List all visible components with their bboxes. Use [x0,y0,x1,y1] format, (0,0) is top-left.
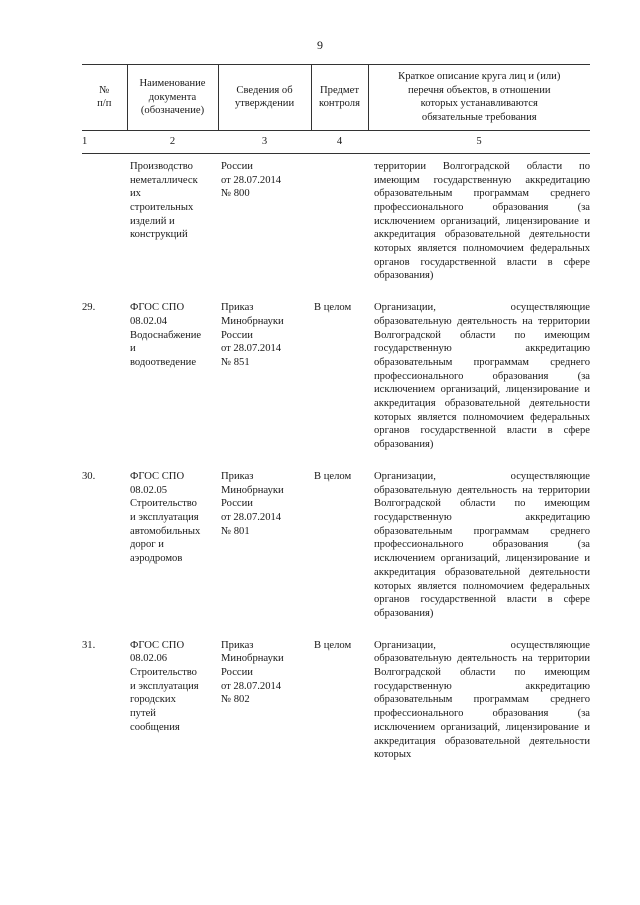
text-line: Краткое описание круга лиц и (или) [398,71,561,82]
header-control-subject [311,65,368,131]
column-number: 4 [311,130,368,153]
header-index [82,65,127,131]
row-control-subject [311,160,368,283]
text-line: России [221,329,253,341]
column-number: 1 [82,130,127,153]
header-row [82,65,590,131]
row-number [82,160,127,283]
text-line: № 800 [221,188,250,200]
text-line: от 28.07.2014 [221,511,282,523]
text-line: Минобрнауки [221,315,284,327]
row-spacer [82,452,590,470]
row-approval [218,639,311,762]
text-line: ФГОС СПО [130,639,185,651]
text-line: перечня объектов, в отношении [407,84,551,96]
text-line: России [221,667,253,679]
row-description: Организации, осуществляющие образовательную деятельность на территории Волгоградской области по имеющим государственную аккредитацию образовательным программам среднего профессионального образования (за исключением организаций, лицензирование и аккредитация образовательной деятельности которых является полномочием федеральных органов государственной власти в сфере образования) [374,470,590,619]
text-line: от 28.07.2014 [221,174,282,186]
text-line: 08.02.04 [130,315,168,327]
text-line: и эксплуатация [130,511,199,523]
text-line: сообщения [130,721,180,733]
page-number: 9 [317,38,323,52]
text-line: п/п [97,98,112,110]
row-number: 29. [82,302,96,314]
text-line: утверждении [234,98,295,110]
column-number: 3 [218,130,311,153]
header-approval [218,65,311,131]
text-line: 08.02.06 [130,653,168,665]
text-line: путей [130,708,156,720]
column-number: 2 [127,130,218,153]
row-document-name [127,470,218,621]
text-line: городских [130,694,176,706]
table-row [82,160,590,283]
text-line: дорог и [130,539,164,551]
row-spacer [82,621,590,639]
text-line: № 851 [221,356,250,368]
row-number: 31. [82,639,96,651]
text-line: водоотведение [130,356,197,368]
table-row [82,639,590,762]
text-line: ФГОС СПО [130,302,185,314]
text-line: ФГОС СПО [130,470,185,482]
text-line: от 28.07.2014 [221,343,282,355]
header-description [368,65,590,131]
column-numbers-row [82,130,590,153]
text-line: обязательные требования [421,112,537,124]
text-line: автомобильных [130,525,201,537]
text-line: Наименование [139,77,206,89]
text-line: документа [148,91,197,103]
text-line: № 802 [221,694,250,706]
table-header [82,65,590,154]
text-line: № [99,84,110,96]
text-line: Сведения об [236,84,293,96]
text-line: Предмет [320,84,359,96]
text-line: изделий и [130,215,175,227]
text-line: Приказ [221,639,254,651]
text-line: Производство [130,160,193,172]
row-control-subject: В целом [314,302,352,314]
row-spacer [82,283,590,301]
row-document-name [127,301,218,452]
row-description: территории Волгоградской области по имеющим государственную аккредитацию образовательным программам среднего профессионального образования (за исключением организаций, лицензирование и аккредитация образовательной деятельности которых является полномочием федеральных органов государственной власти в сфере образования) [374,160,590,282]
row-document-name [127,160,218,283]
text-line: конструкций [130,229,188,241]
table-row [82,301,590,452]
row-approval [218,301,311,452]
text-line: контроля [319,98,360,110]
row-approval [218,160,311,283]
text-line: (обозначение) [140,105,205,117]
text-line: России [221,160,253,172]
text-line: Приказ [221,470,254,482]
row-description: Организации, осуществляющие образовательную деятельность на территории Волгоградской области по имеющим государственную аккредитацию образовательным программам среднего профессионального образования (за исключением организаций, лицензирование и аккредитация образовательной деятельности которых [374,639,590,761]
text-line: аэродромов [130,553,183,565]
text-line: Минобрнауки [221,653,284,665]
text-line: Строительство [130,498,197,510]
text-line: Водоснабжение [130,329,202,341]
text-line: № 801 [221,525,250,537]
row-number: 30. [82,470,96,482]
row-control-subject: В целом [314,639,352,651]
text-line: Приказ [221,302,254,314]
text-line: их [130,188,141,200]
text-line: которых устанавливаются [420,98,538,110]
text-line: неметаллическ [130,174,198,186]
text-line: России [221,498,253,510]
text-line: и эксплуатация [130,680,199,692]
text-line: 08.02.05 [130,484,168,496]
text-line: строительных [130,201,194,213]
text-line: и [130,343,136,355]
column-number: 5 [368,130,590,153]
row-document-name [127,639,218,762]
row-approval [218,470,311,621]
text-line: Строительство [130,667,197,679]
row-description: Организации, осуществляющие образовательную деятельность на территории Волгоградской области по имеющим государственную аккредитацию образовательным программам среднего профессионального образования (за исключением организаций, лицензирование и аккредитация образовательной деятельности которых является полномочием федеральных органов государственной власти в сфере образования) [374,302,590,451]
table-row [82,470,590,621]
row-control-subject: В целом [314,470,352,482]
header-document-name [127,65,218,131]
text-line: Минобрнауки [221,484,284,496]
requirements-table [82,64,590,762]
text-line: от 28.07.2014 [221,680,282,692]
